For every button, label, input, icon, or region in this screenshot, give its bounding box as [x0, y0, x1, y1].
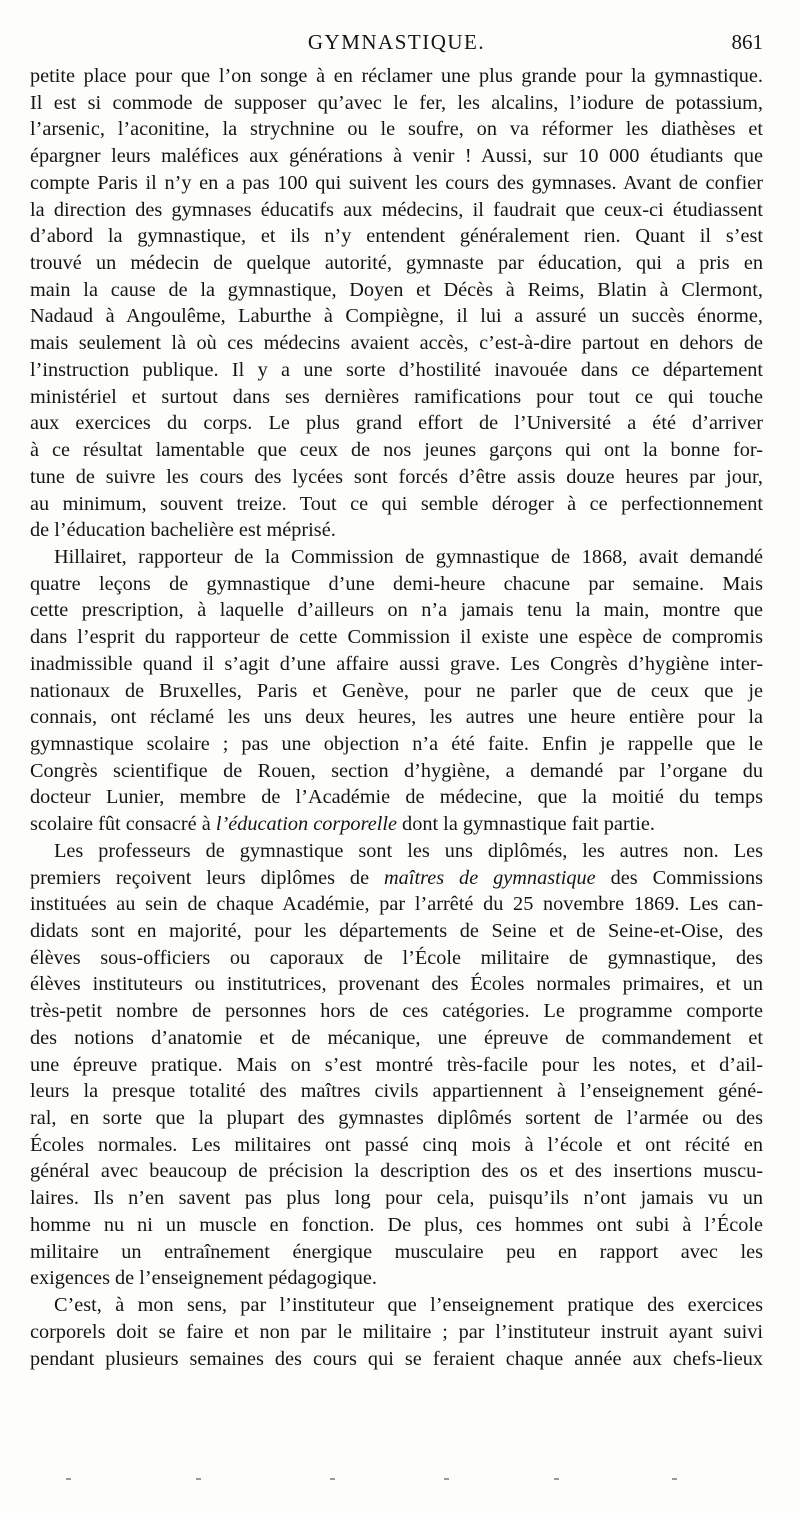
- text-run: pendant plusieurs semaines des cours qui se feraient chaque année aux chefs-lieux: [30, 1347, 763, 1370]
- text-line: [30, 1212, 763, 1239]
- text-line: [30, 651, 763, 678]
- body-text: [30, 63, 763, 1372]
- text-line: [30, 1346, 763, 1373]
- text-line: [30, 410, 763, 437]
- text-run: des notions d’anatomie et de mécanique, une épreuve de commandement et: [30, 1026, 763, 1049]
- text-run: petite place pour que l’on songe à en réclamer une plus grande pour la gymnastique.: [30, 65, 763, 87]
- text-line: [30, 1265, 763, 1292]
- text-run: nationaux de Bruxelles, Paris et Genève, pour ne parler que de ceux que je: [30, 679, 763, 702]
- text-line: [30, 491, 763, 518]
- text-run: l’arsenic, l’aconitine, la strychnine ou le soufre, on va réformer les diathèses et: [30, 118, 763, 141]
- text-line: [30, 544, 763, 571]
- text-line: [30, 945, 763, 972]
- text-run: Écoles normales. Les militaires ont passé cinq mois à l’école et ont récité en: [30, 1133, 763, 1156]
- text-run: ral, en sorte que la plupart des gymnastes diplômés sortent de l’armée ou des: [30, 1107, 763, 1130]
- text-run: militaire un entraînement énergique musculaire peu en rapport avec les: [30, 1240, 763, 1263]
- text-line: [30, 437, 763, 464]
- page-header: [30, 30, 763, 64]
- text-run: didats sont en majorité, pour les départements de Seine et de Seine-et-Oise, des: [30, 920, 763, 942]
- text-run: des Commissions: [595, 866, 764, 889]
- italic-text: maîtres de gymnastique: [384, 866, 596, 889]
- text-line: [30, 1078, 763, 1105]
- text-line: [30, 838, 763, 865]
- text-run: compte Paris il n’y en a pas 100 qui suivent les cours des gymnases. Avant de confier: [30, 171, 763, 194]
- text-line: [30, 597, 763, 624]
- text-run: laires. Ils n’en savent pas plus long pour cela, puisqu’ils n’ont jamais vu un: [30, 1187, 763, 1210]
- text-line: [30, 624, 763, 651]
- text-line: [30, 1052, 763, 1079]
- text-run: premiers reçoivent leurs diplômes de: [30, 866, 385, 889]
- text-run: la direction des gymnases éducatifs aux médecins, il faudrait que ceux-ci étudiassent: [30, 198, 763, 221]
- italic-text: l’éducation corporelle: [215, 813, 397, 836]
- text-run: docteur Lunier, membre de l’Académie de médecine, que la moitié du temps: [30, 786, 763, 809]
- text-line: [30, 116, 763, 143]
- text-run: de l’éducation bachelière est méprisé.: [30, 519, 336, 542]
- page-number: 861: [731, 30, 763, 54]
- text-line: [30, 971, 763, 998]
- text-run: gymnastique scolaire ; pas une objection n’a été faite. Enfin je rappelle que le: [30, 732, 763, 755]
- text-line: [30, 811, 763, 838]
- text-line: [30, 571, 763, 598]
- text-run: Nadaud à Angoulême, Laburthe à Compiègne, il lui a assuré un succès énorme,: [30, 305, 763, 328]
- text-run: main la cause de la gymnastique, Doyen et Décès à Reims, Blatin à Clermont,: [30, 278, 763, 301]
- text-line: [30, 1158, 763, 1185]
- text-line: [30, 90, 763, 117]
- text-run: épargner leurs maléfices aux générations à venir ! Aussi, sur 10 000 étudiants que: [30, 145, 763, 168]
- text-line: [30, 63, 763, 90]
- text-line: [30, 1319, 763, 1346]
- text-run: quatre leçons de gymnastique d’une demi-heure chacune par semaine. Mais: [30, 572, 763, 595]
- text-run: mais seulement là où ces médecins avaient accès, c’est-à-dire partout en dehors de: [30, 332, 763, 355]
- text-run: Il est si commode de supposer qu’avec le fer, les alcalins, l’iodure de potassium,: [30, 91, 763, 114]
- text-line: [30, 1025, 763, 1052]
- text-run: inadmissible quand il s’agit d’une affaire aussi grave. Les Congrès d’hygiène inter-: [30, 652, 763, 675]
- text-run: dans l’esprit du rapporteur de cette Commission il existe une espèce de compromis: [30, 626, 763, 649]
- scan-marks: [60, 1478, 740, 1486]
- text-line: [30, 303, 763, 330]
- text-line: [30, 357, 763, 384]
- text-line: [30, 170, 763, 197]
- text-line: [30, 464, 763, 491]
- text-line: [30, 998, 763, 1025]
- text-run: Congrès scientifique de Rouen, section d’hygiène, a demandé par l’organe du: [30, 759, 763, 782]
- text-line: [30, 1105, 763, 1132]
- text-line: [30, 1185, 763, 1212]
- text-line: [30, 250, 763, 277]
- text-line: [30, 704, 763, 731]
- running-title: GYMNASTIQUE.: [307, 30, 486, 54]
- text-line: [30, 784, 763, 811]
- text-run: corporels doit se faire et non par le militaire ; par l’instituteur instruit ayant suivi: [30, 1320, 763, 1343]
- text-run: d’abord la gymnastique, et ils n’y entendent généralement rien. Quant il s’est: [30, 225, 763, 248]
- text-run: dont la gymnastique fait partie.: [396, 813, 655, 836]
- text-line: [30, 891, 763, 918]
- text-line: [30, 330, 763, 357]
- text-line: [30, 197, 763, 224]
- text-run: à ce résultat lamentable que ceux de nos jeunes garçons qui ont la bonne for-: [30, 439, 763, 462]
- text-run: instituées au sein de chaque Académie, par l’arrêté du 25 novembre 1869. Les can-: [30, 893, 763, 916]
- text-run: élèves instituteurs ou institutrices, provenant des Écoles normales primaires, et un: [30, 973, 763, 996]
- text-line: [30, 223, 763, 250]
- text-run: au minimum, souvent treize. Tout ce qui semble déroger à ce perfectionnement: [30, 492, 763, 515]
- text-run: ministériel et surtout dans ses dernières ramifications pour tout ce qui touche: [30, 385, 763, 408]
- text-line: [30, 1292, 763, 1319]
- text-run: trouvé un médecin de quelque autorité, gymnaste par éducation, qui a pris en: [30, 252, 763, 275]
- text-line: [30, 758, 763, 785]
- text-run: C’est, à mon sens, par l’instituteur que l’enseignement pratique des exercices: [54, 1294, 763, 1317]
- text-line: [30, 517, 763, 544]
- text-run: tune de suivre les cours des lycées sont forcés d’être assis douze heures par jour,: [30, 465, 763, 488]
- text-run: Les professeurs de gymnastique sont les uns diplômés, les autres non. Les: [54, 839, 763, 862]
- text-run: homme nu ni un muscle en fonction. De plus, ces hommes ont subi à l’École: [30, 1213, 763, 1236]
- text-line: [30, 277, 763, 304]
- text-run: élèves sous-officiers ou caporaux de l’École militaire de gymnastique, des: [30, 946, 763, 969]
- text-run: une épreuve pratique. Mais on s’est montré très-facile pour les notes, et d’ail-: [30, 1053, 763, 1076]
- text-line: [30, 1132, 763, 1159]
- text-run: cette prescription, à laquelle d’ailleurs on n’a jamais tenu la main, montre que: [30, 599, 763, 622]
- text-line: [30, 678, 763, 705]
- text-run: très-petit nombre de personnes hors de ces catégories. Le programme comporte: [30, 1000, 763, 1023]
- text-run: aux exercices du corps. Le plus grand effort de l’Université a été d’arriver: [30, 412, 763, 435]
- text-run: Hillairet, rapporteur de la Commission de gymnastique de 1868, avait demandé: [54, 545, 763, 568]
- text-line: [30, 731, 763, 758]
- text-run: connais, ont réclamé les uns deux heures, les autres une heure entière pour la: [30, 706, 763, 729]
- text-line: [30, 918, 763, 945]
- text-run: exigences de l’enseignement pédagogique.: [30, 1267, 377, 1290]
- text-line: [30, 143, 763, 170]
- text-run: scolaire fût consacré à: [30, 813, 216, 836]
- text-line: [30, 384, 763, 411]
- text-run: leurs la presque totalité des maîtres civils appartiennent à l’enseignement géné-: [30, 1080, 763, 1103]
- text-run: général avec beaucoup de précision la description des os et des insertions muscu-: [30, 1160, 763, 1183]
- text-line: [30, 1239, 763, 1266]
- text-line: [30, 865, 763, 892]
- text-run: l’instruction publique. Il y a une sorte d’hostilité inavouée dans ce département: [30, 358, 763, 381]
